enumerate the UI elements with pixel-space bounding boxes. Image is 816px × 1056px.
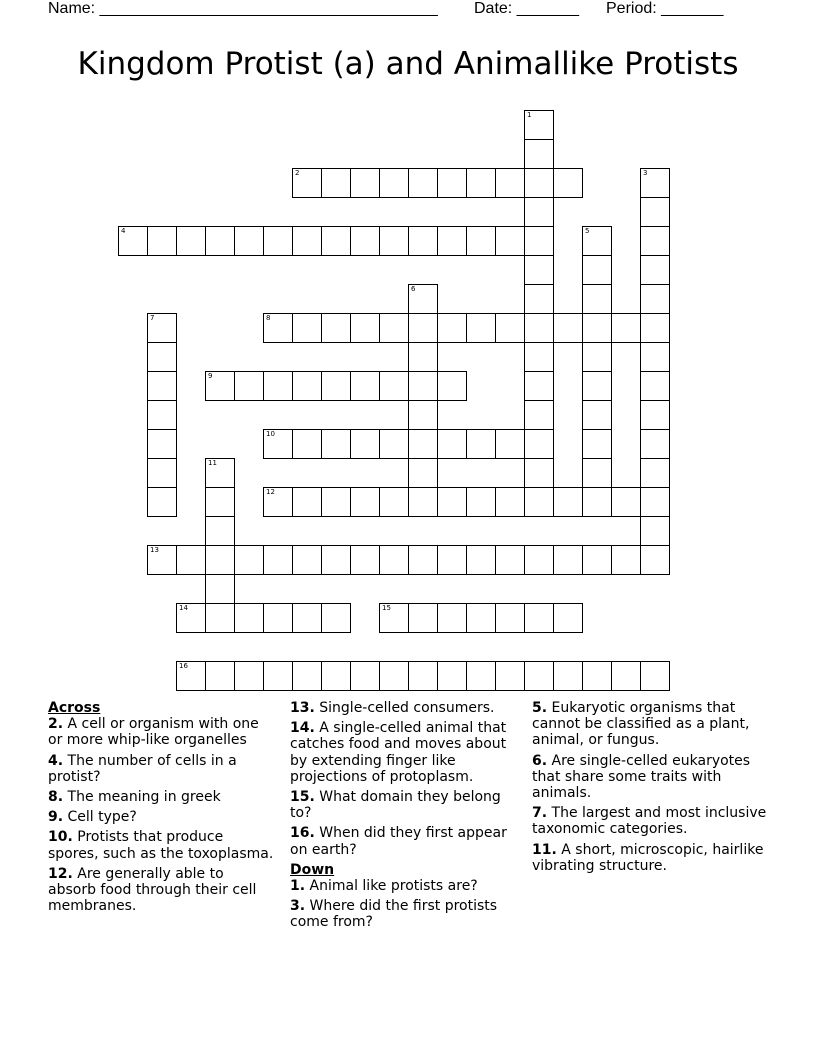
grid-cell[interactable] — [147, 313, 177, 343]
clue-number: 3. — [290, 898, 306, 915]
grid-cell[interactable] — [321, 661, 351, 691]
clue-number: 7. — [532, 805, 548, 822]
grid-cell[interactable] — [437, 313, 467, 343]
grid-cell[interactable] — [640, 226, 670, 256]
grid-cell[interactable] — [524, 371, 554, 401]
grid-cell[interactable] — [466, 545, 496, 575]
grid-cell[interactable] — [321, 371, 351, 401]
grid-cell[interactable] — [408, 168, 438, 198]
grid-cell[interactable] — [408, 342, 438, 372]
grid-cell[interactable] — [437, 545, 467, 575]
grid-cell[interactable] — [292, 168, 322, 198]
grid-cell[interactable] — [553, 603, 583, 633]
grid-cell[interactable] — [582, 371, 612, 401]
grid-cell[interactable] — [524, 313, 554, 343]
grid-cell[interactable] — [292, 661, 322, 691]
grid-cell[interactable] — [118, 226, 148, 256]
grid-cell[interactable] — [292, 429, 322, 459]
clue-item — [290, 700, 520, 716]
cell-number: 10 — [266, 430, 275, 438]
grid-cell[interactable] — [640, 400, 670, 430]
grid-cell[interactable] — [582, 284, 612, 314]
grid-cell[interactable] — [495, 545, 525, 575]
grid-cell[interactable] — [292, 226, 322, 256]
grid-cell[interactable] — [437, 429, 467, 459]
grid-cell[interactable] — [437, 603, 467, 633]
clue-item — [290, 825, 520, 857]
grid-cell[interactable] — [321, 226, 351, 256]
clue-item — [48, 716, 276, 748]
cell-number: 3 — [643, 169, 648, 177]
grid-cell[interactable] — [640, 255, 670, 285]
clue-number: 4. — [48, 752, 64, 769]
grid-cell[interactable] — [350, 226, 380, 256]
grid-cell[interactable] — [495, 429, 525, 459]
grid-cell[interactable] — [640, 168, 670, 198]
cell-number: 13 — [150, 546, 159, 554]
grid-cell[interactable] — [321, 429, 351, 459]
grid-cell[interactable] — [205, 487, 235, 517]
grid-cell[interactable] — [466, 226, 496, 256]
grid-cell[interactable] — [379, 226, 409, 256]
grid-cell[interactable] — [437, 371, 467, 401]
grid-cell[interactable] — [495, 487, 525, 517]
grid-cell[interactable] — [147, 545, 177, 575]
clue-text: Single-celled consumers. — [314, 700, 495, 716]
grid-cell[interactable] — [524, 400, 554, 430]
grid-cell[interactable] — [147, 487, 177, 517]
grid-cell[interactable] — [495, 168, 525, 198]
grid-cell[interactable] — [292, 603, 322, 633]
grid-cell[interactable] — [350, 168, 380, 198]
clue-item — [532, 805, 772, 837]
grid-cell[interactable] — [466, 661, 496, 691]
grid-cell[interactable] — [205, 371, 235, 401]
clue-item — [290, 898, 520, 930]
clue-text: Where did the first protists come from? — [290, 898, 498, 931]
grid-cell[interactable] — [263, 313, 293, 343]
grid-cell[interactable] — [234, 545, 264, 575]
grid-cell[interactable] — [176, 545, 206, 575]
period-field[interactable]: Period: _______ — [606, 0, 724, 17]
grid-cell[interactable] — [379, 168, 409, 198]
grid-cell[interactable] — [292, 371, 322, 401]
grid-cell[interactable] — [147, 371, 177, 401]
grid-cell[interactable] — [524, 139, 554, 169]
grid-cell[interactable] — [437, 168, 467, 198]
grid-cell[interactable] — [553, 168, 583, 198]
grid-cell[interactable] — [321, 168, 351, 198]
clue-text: The largest and most inclusive taxonomic categories. — [532, 805, 767, 838]
grid-cell[interactable] — [321, 487, 351, 517]
clue-item — [48, 829, 276, 861]
grid-cell[interactable] — [234, 603, 264, 633]
grid-cell[interactable] — [379, 487, 409, 517]
clue-item — [48, 789, 276, 805]
grid-cell[interactable] — [524, 545, 554, 575]
grid-cell[interactable] — [234, 226, 264, 256]
grid-cell[interactable] — [350, 429, 380, 459]
clue-number: 8. — [48, 789, 64, 806]
clue-number: 5. — [532, 700, 548, 716]
grid-cell[interactable] — [176, 661, 206, 691]
clue-item — [48, 866, 276, 915]
grid-cell[interactable] — [263, 226, 293, 256]
clue-text: Are generally able to absorb food through their cell membranes. — [48, 865, 257, 915]
clue-text: What domain they belong to? — [290, 789, 501, 822]
grid-cell[interactable] — [263, 487, 293, 517]
down-clues-list-continued — [532, 700, 772, 874]
grid-cell[interactable] — [495, 661, 525, 691]
grid-cell[interactable] — [408, 661, 438, 691]
grid-cell[interactable] — [263, 371, 293, 401]
clue-text: The number of cells in a protist? — [48, 752, 237, 785]
grid-cell[interactable] — [205, 661, 235, 691]
grid-cell[interactable] — [582, 661, 612, 691]
grid-cell[interactable] — [466, 603, 496, 633]
grid-cell[interactable] — [408, 458, 438, 488]
across-clues-list-continued — [290, 700, 520, 858]
grid-cell[interactable] — [437, 487, 467, 517]
clue-item — [48, 809, 276, 825]
across-heading: Across — [48, 700, 101, 716]
grid-cell[interactable] — [350, 545, 380, 575]
grid-cell[interactable] — [582, 226, 612, 256]
clue-text: Eukaryotic organisms that cannot be classified as a plant, animal, or fungus. — [532, 700, 750, 749]
clue-text: Are single-celled eukaryotes that share some traits with animals. — [532, 752, 751, 802]
clue-item — [532, 700, 772, 749]
grid-cell[interactable] — [263, 545, 293, 575]
grid-cell[interactable] — [379, 661, 409, 691]
grid-cell[interactable] — [408, 487, 438, 517]
grid-cell[interactable] — [611, 313, 641, 343]
clue-number: 13. — [290, 700, 315, 716]
grid-cell[interactable] — [524, 661, 554, 691]
grid-cell[interactable] — [408, 603, 438, 633]
grid-cell[interactable] — [379, 603, 409, 633]
grid-cell[interactable] — [408, 400, 438, 430]
cell-number: 12 — [266, 488, 275, 496]
grid-cell[interactable] — [437, 661, 467, 691]
grid-cell[interactable] — [524, 458, 554, 488]
grid-cell[interactable] — [582, 342, 612, 372]
clue-number: 11. — [532, 841, 557, 858]
grid-cell[interactable] — [408, 284, 438, 314]
clue-text: A single-celled animal that catches food and moves about by extending finger like projections of protoplasm. — [290, 720, 507, 785]
cell-number: 8 — [266, 314, 271, 322]
grid-cell[interactable] — [205, 516, 235, 546]
clue-text: When did they first appear on earth? — [290, 825, 507, 858]
grid-cell[interactable] — [524, 603, 554, 633]
cell-number: 4 — [121, 227, 126, 235]
grid-cell[interactable] — [553, 661, 583, 691]
grid-cell[interactable] — [437, 226, 467, 256]
cell-number: 11 — [208, 459, 217, 467]
grid-cell[interactable] — [408, 429, 438, 459]
cell-number: 6 — [411, 285, 416, 293]
clue-text: A short, microscopic, hairlike vibrating structure. — [532, 841, 764, 874]
grid-cell[interactable] — [640, 342, 670, 372]
clue-item — [48, 753, 276, 785]
grid-cell[interactable] — [292, 545, 322, 575]
grid-cell[interactable] — [350, 371, 380, 401]
grid-cell[interactable] — [147, 226, 177, 256]
clue-number: 9. — [48, 809, 64, 826]
grid-cell[interactable] — [466, 313, 496, 343]
grid-cell[interactable] — [640, 458, 670, 488]
grid-cell[interactable] — [350, 313, 380, 343]
cell-number: 7 — [150, 314, 155, 322]
grid-cell[interactable] — [640, 197, 670, 227]
clue-item — [290, 789, 520, 821]
grid-cell[interactable] — [466, 487, 496, 517]
grid-cell[interactable] — [553, 313, 583, 343]
grid-cell[interactable] — [205, 458, 235, 488]
grid-cell[interactable] — [205, 545, 235, 575]
grid-cell[interactable] — [350, 487, 380, 517]
grid-cell[interactable] — [292, 313, 322, 343]
clue-text: Animal like protists are? — [305, 878, 478, 895]
grid-cell[interactable] — [582, 545, 612, 575]
grid-cell[interactable] — [466, 168, 496, 198]
cell-number: 5 — [585, 227, 590, 235]
grid-cell[interactable] — [640, 516, 670, 546]
grid-cell[interactable] — [379, 371, 409, 401]
grid-cell[interactable] — [582, 487, 612, 517]
grid-cell[interactable] — [408, 313, 438, 343]
grid-cell[interactable] — [524, 487, 554, 517]
grid-cell[interactable] — [147, 342, 177, 372]
grid-cell[interactable] — [321, 313, 351, 343]
grid-cell[interactable] — [379, 429, 409, 459]
clue-text: The meaning in greek — [63, 789, 221, 806]
grid-cell[interactable] — [263, 661, 293, 691]
grid-cell[interactable] — [147, 400, 177, 430]
clue-number: 10. — [48, 829, 73, 846]
grid-cell[interactable] — [350, 661, 380, 691]
grid-cell[interactable] — [234, 661, 264, 691]
grid-cell[interactable] — [205, 574, 235, 604]
clues-column-2 — [290, 700, 520, 931]
grid-cell[interactable] — [379, 313, 409, 343]
clues-column-3 — [532, 700, 772, 874]
grid-cell[interactable] — [553, 545, 583, 575]
clue-text: A cell or organism with one or more whip-like organelles — [48, 716, 259, 749]
cell-number: 15 — [382, 604, 391, 612]
grid-cell[interactable] — [524, 284, 554, 314]
grid-cell[interactable] — [292, 487, 322, 517]
grid-cell[interactable] — [640, 545, 670, 575]
grid-cell[interactable] — [205, 226, 235, 256]
down-heading: Down — [290, 861, 335, 878]
cell-number: 9 — [208, 372, 213, 380]
clue-number: 16. — [290, 825, 315, 842]
grid-cell[interactable] — [582, 458, 612, 488]
clue-item — [290, 720, 520, 785]
grid-cell[interactable] — [205, 603, 235, 633]
grid-cell[interactable] — [553, 487, 583, 517]
grid-cell[interactable] — [524, 110, 554, 140]
clue-text: Protists that produce spores, such as the toxoplasma. — [48, 829, 274, 862]
grid-cell[interactable] — [524, 342, 554, 372]
grid-cell[interactable] — [640, 429, 670, 459]
grid-cell[interactable] — [524, 429, 554, 459]
cell-number: 1 — [527, 111, 532, 119]
clue-number: 1. — [290, 878, 306, 895]
grid-cell[interactable] — [582, 313, 612, 343]
grid-cell[interactable] — [640, 661, 670, 691]
grid-cell[interactable] — [321, 603, 351, 633]
grid-cell[interactable] — [408, 371, 438, 401]
grid-cell[interactable] — [640, 313, 670, 343]
clue-item — [532, 842, 772, 874]
cell-number: 16 — [179, 662, 188, 670]
grid-cell[interactable] — [582, 400, 612, 430]
down-clues-list — [290, 878, 520, 931]
grid-cell[interactable] — [408, 545, 438, 575]
clue-number: 2. — [48, 716, 64, 733]
grid-cell[interactable] — [524, 168, 554, 198]
grid-cell[interactable] — [495, 603, 525, 633]
clues-column-1 — [48, 700, 276, 914]
grid-cell[interactable] — [263, 603, 293, 633]
grid-cell[interactable] — [379, 545, 409, 575]
cell-number: 14 — [179, 604, 188, 612]
clue-number: 14. — [290, 720, 315, 737]
cell-number: 2 — [295, 169, 300, 177]
clue-number: 12. — [48, 865, 73, 882]
grid-cell[interactable] — [611, 661, 641, 691]
grid-cell[interactable] — [495, 313, 525, 343]
grid-cell[interactable] — [147, 429, 177, 459]
grid-cell[interactable] — [176, 603, 206, 633]
grid-cell[interactable] — [321, 545, 351, 575]
grid-cell[interactable] — [408, 226, 438, 256]
clue-number: 6. — [532, 752, 548, 769]
across-clues-list — [48, 716, 276, 914]
grid-cell[interactable] — [234, 371, 264, 401]
grid-cell[interactable] — [611, 545, 641, 575]
clue-item — [532, 753, 772, 802]
grid-cell[interactable] — [263, 429, 293, 459]
grid-cell[interactable] — [640, 487, 670, 517]
grid-cell[interactable] — [524, 197, 554, 227]
grid-cell[interactable] — [176, 226, 206, 256]
date-field[interactable]: Date: _______ — [474, 0, 579, 17]
grid-cell[interactable] — [582, 429, 612, 459]
grid-cell[interactable] — [524, 226, 554, 256]
name-field[interactable]: Name: ______________________________________ — [48, 0, 438, 17]
grid-cell[interactable] — [640, 284, 670, 314]
grid-cell[interactable] — [524, 255, 554, 285]
grid-cell[interactable] — [640, 371, 670, 401]
grid-cell[interactable] — [611, 487, 641, 517]
grid-cell[interactable] — [495, 226, 525, 256]
grid-cell[interactable] — [582, 255, 612, 285]
clue-item — [290, 878, 520, 894]
clue-number: 15. — [290, 789, 315, 806]
grid-cell[interactable] — [466, 429, 496, 459]
clue-text: Cell type? — [63, 809, 137, 826]
grid-cell[interactable] — [147, 458, 177, 488]
page-title: Kingdom Protist (a) and Animallike Protists — [77, 46, 739, 82]
